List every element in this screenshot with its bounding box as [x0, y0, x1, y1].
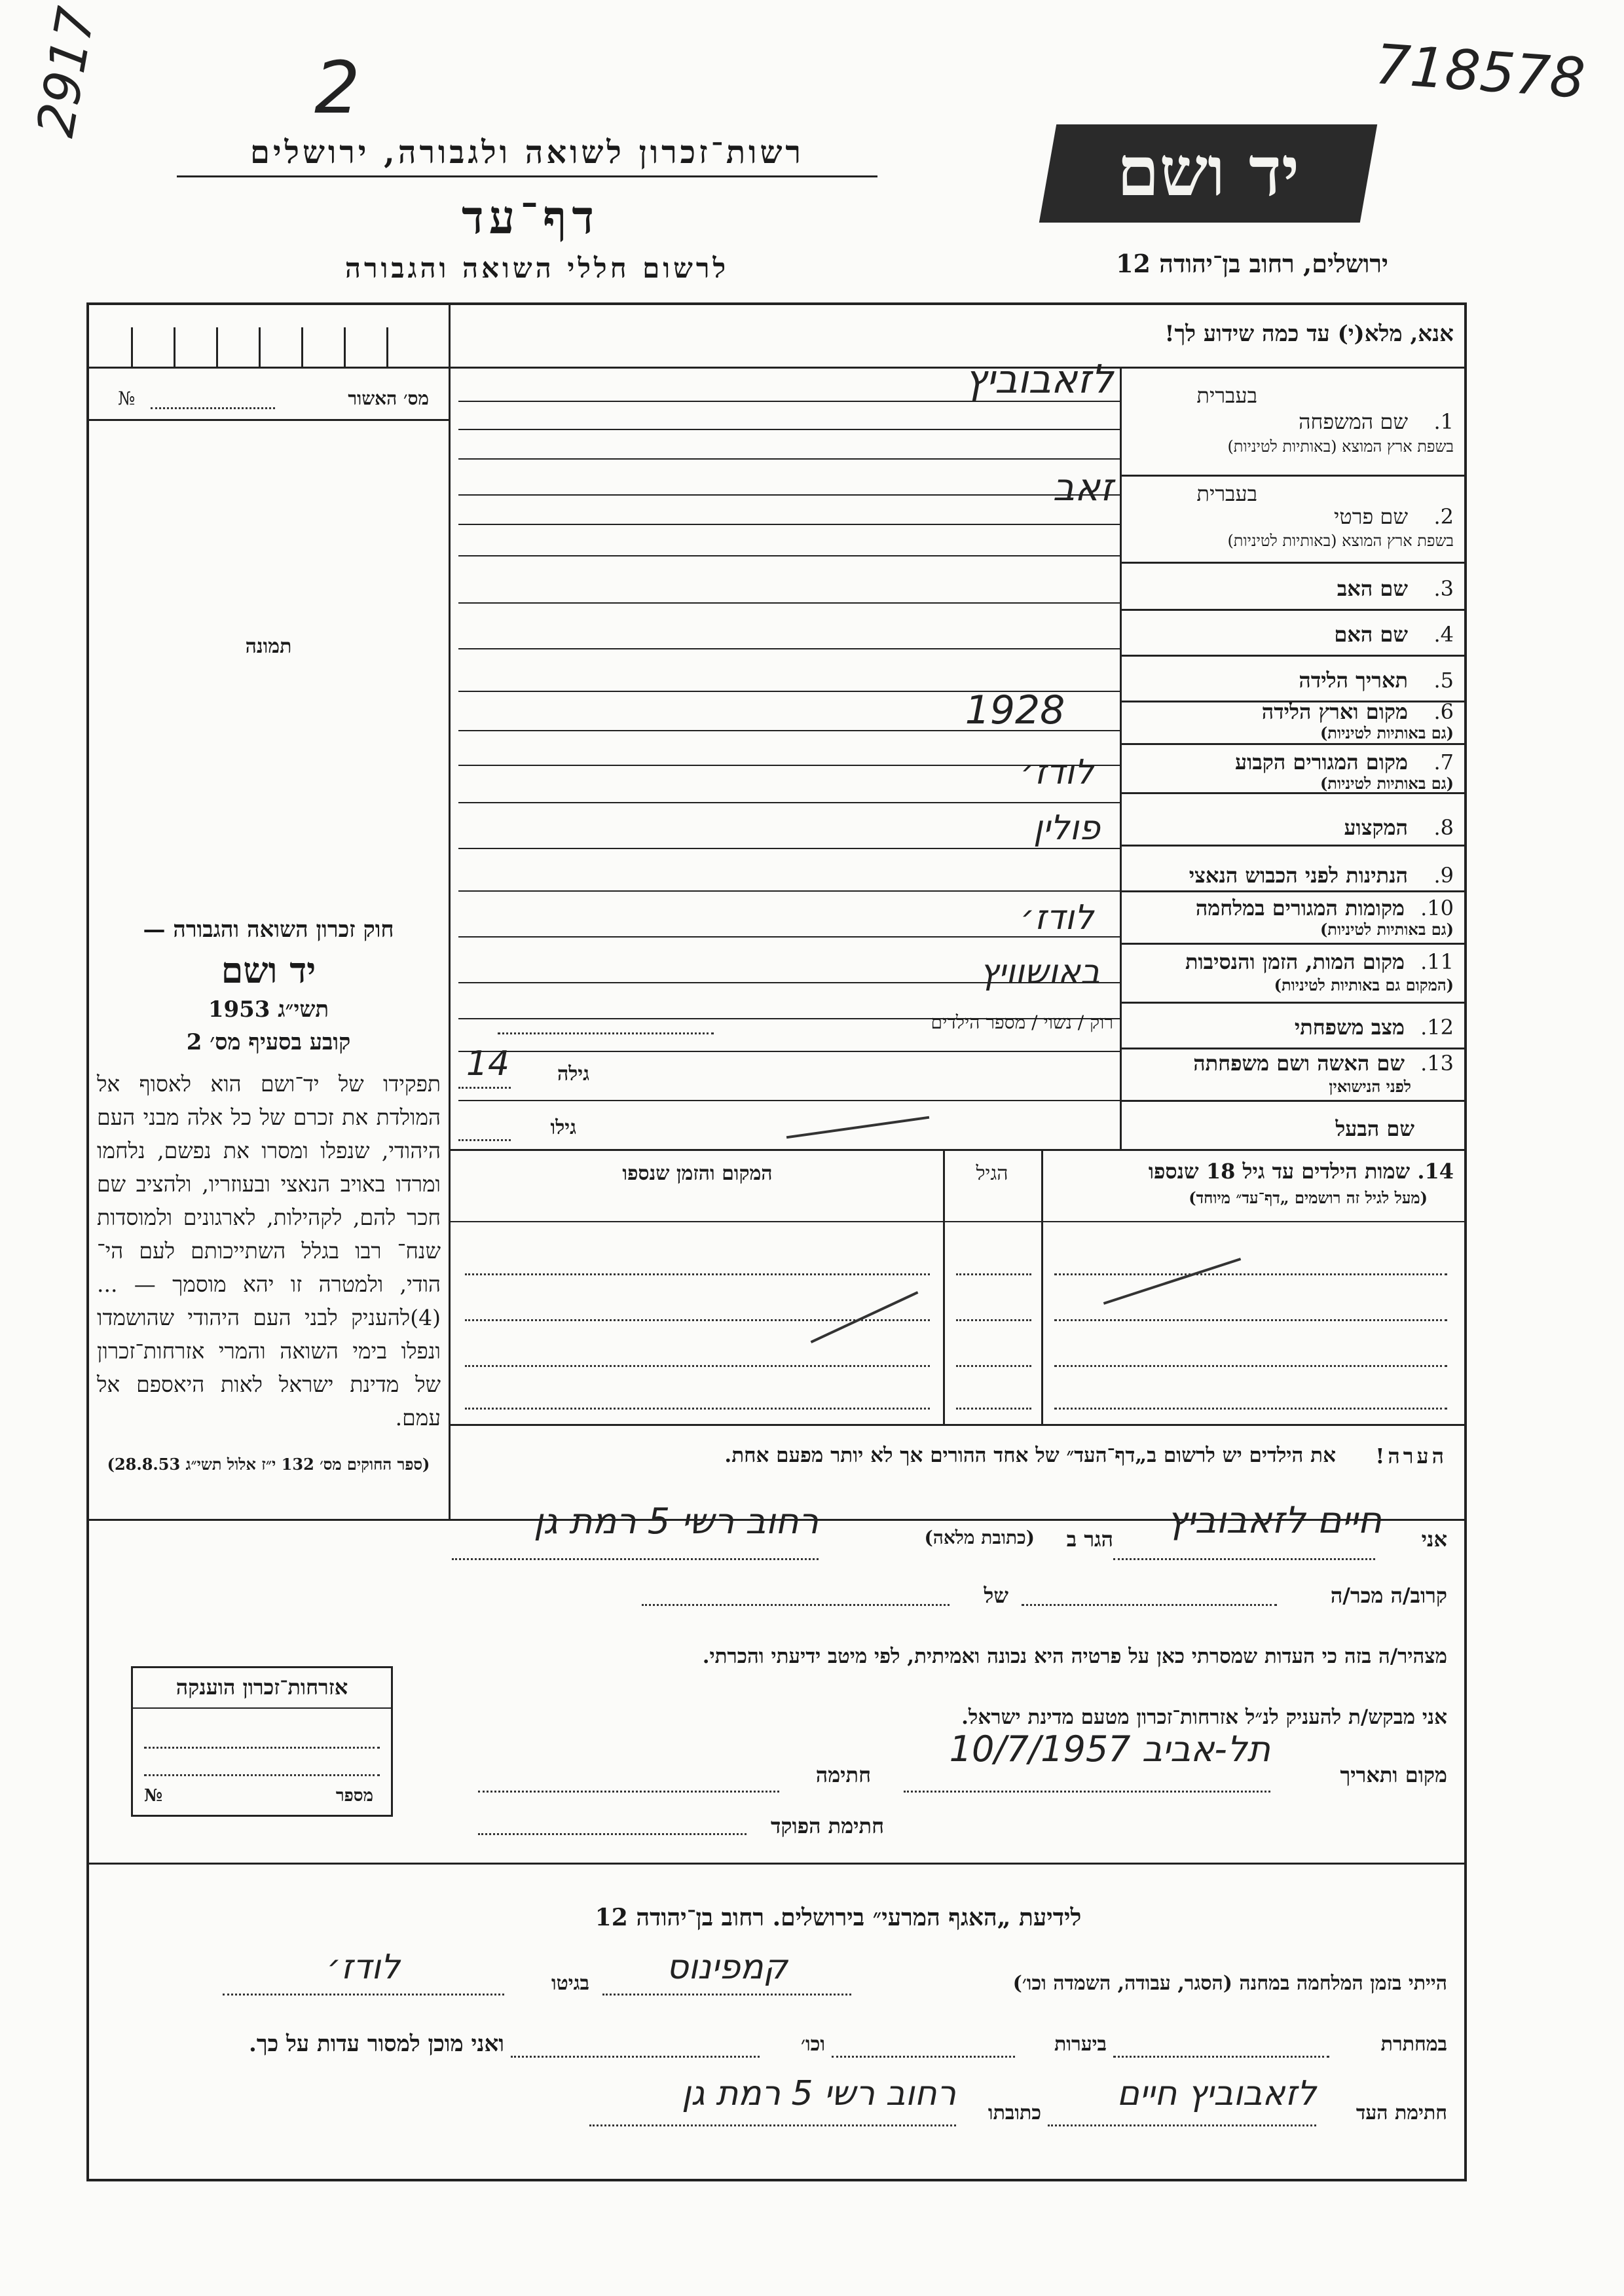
age-label: גילה [557, 1063, 589, 1085]
footer-heading: לידיעת „האגף המרעי״ בירושלים. רחוב בן־יהודה 12 [595, 1904, 1082, 1931]
field-10-num: 10. [1420, 896, 1454, 920]
witness-signature[interactable]: לזאבוביץ חיים [1116, 2074, 1316, 2113]
field-13-before-marriage: לפני הנישואין [1329, 1077, 1411, 1096]
declaration-text: מצהיר/ה בזה כי העדות שמסרתי כאן על פרטיה היא נכונה ואמיתית, לפי מיטב ידיעתי והכרתי. [702, 1645, 1447, 1668]
place-date-value[interactable]: תל-אביב 10/7/1957 [949, 1728, 1270, 1770]
field-5-label: תאריך הלידה [1299, 668, 1408, 693]
ghetto-value[interactable]: לודז׳ [327, 1948, 400, 1987]
children-title: 14. שמות הילדים עד גיל 18 שנספו [1148, 1159, 1454, 1184]
relative-label: קרוב/ה מכר/ה [1330, 1583, 1447, 1608]
camp-line-label: הייתי בזמן המלחמה במחנה (הסגר, עבודה, השמדה וכו׳) [1012, 1972, 1447, 1995]
margin-number-top: 718578 [1373, 31, 1587, 111]
field-3-num: 3. [1433, 576, 1454, 601]
field-6-latin-note: (גם באותיות לטיניות) [1320, 723, 1454, 742]
field-1-in-hebrew: בעברית [1196, 383, 1257, 408]
field-9-num: 9. [1433, 863, 1454, 888]
field-11-num: 11. [1420, 949, 1454, 974]
death-place-value[interactable]: באושוויץ [980, 953, 1100, 992]
field-2-num: 2. [1433, 504, 1454, 529]
field-12-num: 12. [1420, 1015, 1454, 1040]
ghetto-label: בגיטו [551, 1972, 589, 1995]
field-2-in-hebrew: בעברית [1196, 481, 1257, 506]
residence-value[interactable]: פולין [1033, 809, 1100, 848]
address-label: (כתובת מלאה) [924, 1527, 1035, 1548]
husband-name-label: שם הבעל [1335, 1116, 1414, 1141]
law-clause: קובע בסעיף מס׳ 2 [186, 1029, 351, 1055]
margin-number-left: 2917 [26, 3, 107, 141]
field-6-num: 6. [1433, 699, 1454, 724]
note-label: הערה! [1375, 1444, 1447, 1468]
law-source: (ספר החוקים מס׳ 132 י״ז אלול תשי״ג 28.8.53) [107, 1455, 430, 1474]
field-7-latin-note: (גם באותיות לטיניות) [1320, 774, 1454, 793]
family-status-options: רוק / נשוי / מספר הילדים [931, 1011, 1113, 1033]
ready-to-testify: ואני מוכן למסור עדות על כך. [249, 2031, 504, 2057]
field-4-label: שם האם [1334, 622, 1408, 647]
request-text: אני מבקש/ת להעניק לנ״ל אזרחות־זכרון מטעם מדינת ישראל. [961, 1705, 1447, 1729]
field-3-label: שם האב [1337, 576, 1408, 601]
field-2-latin-note: בשפת ארץ המוצא (באותיות לטיניות) [1227, 532, 1454, 550]
photo-label: תמונה [245, 635, 292, 658]
children-note: (מעל לגיל זה רושמים „דף־עד״ מיוחד) [1189, 1188, 1428, 1207]
field-5-num: 5. [1433, 668, 1454, 693]
field-11-label: מקום המות, הזמן והנסיבות [1185, 949, 1405, 974]
camp-value[interactable]: קמפינוס [666, 1948, 788, 1987]
first-name-value[interactable]: זאב [1052, 465, 1113, 509]
field-7-label: מקום המגורים הקבוע [1235, 750, 1408, 774]
place-date-label: מקום ותאריך [1340, 1762, 1447, 1787]
children-age-col: הגיל [976, 1162, 1008, 1185]
law-title: חוק זכרון השואה והגבורה — [143, 917, 394, 943]
field-1-latin-note: בשפת ארץ המוצא (באותיות לטיניות) [1227, 437, 1454, 456]
field-10-label: מקומות המגורים במלחמה [1195, 896, 1405, 920]
wartime-residence-value[interactable]: לודז׳ [1020, 898, 1094, 938]
witness-address-label: כתובתו [987, 2102, 1041, 2124]
field-1-num: 1. [1433, 409, 1454, 434]
citizenship-number-label: מספר [335, 1786, 373, 1806]
field-10-latin-note: (גם באותיות לטיניות) [1320, 920, 1454, 939]
of-label: של [984, 1583, 1008, 1608]
birth-place-value[interactable]: לודז׳ [1020, 753, 1094, 792]
signature-label: חתימה [815, 1762, 871, 1787]
officer-signature-label: חתימת הפוקד [771, 1813, 884, 1838]
forests-label: ביערות [1054, 2033, 1107, 2056]
age-value[interactable]: 14 [466, 1044, 510, 1084]
field-8-num: 8. [1433, 815, 1454, 840]
law-body: תפקידו של יד־ושם הוא לאסוף אל המולדת את זכרם של כל אלה מבני העם היהודי, שנפלו ומסרו את נפשם, נלחמו ומרדו באויב הנאצי ובעוזריו, ולהציב שם חכר להם, לקהילות, לארגונים ולמוסדות שנח־ רבו בגלל השתייכותם לעם הי־ הודי, ולמטרה זו יהא מוסמך — ...(4)להעניק לבני העם היהודי שהושמדו ונפלו בימי השואה והמרי אזרחות־זכרון של מדינת ישראל לאות היאספם אל עמם. [97, 1071, 441, 1430]
approval-no-sign: № [118, 388, 136, 409]
citizenship-box-title: אזרחות־זכרון הוענקה [175, 1675, 348, 1700]
husband-age-label: גילו [550, 1116, 576, 1139]
authority-name: רשות־זכרון לשואה ולגבורה, ירושלים [249, 134, 805, 171]
children-place-col: המקום והזמן שנספו [622, 1162, 773, 1185]
margin-mark-top: 2 [314, 46, 360, 130]
declarant-name[interactable]: חיים לזאבוביץ [1167, 1499, 1382, 1542]
field-6-label: מקום וארץ הלידה [1261, 699, 1408, 724]
note-text: את הילדים יש לרשום ב„דף־העד״ של אחד ההורים אך לא יותר מפעם אחת. [724, 1444, 1336, 1467]
field-11-latin-note: (המקום גם באותיות לטיניות) [1274, 975, 1454, 994]
underground-label: במחתרת [1380, 2033, 1447, 2056]
field-8-label: המקצוע [1344, 815, 1408, 840]
field-2-label: שם פרטי [1334, 504, 1408, 529]
page-title: דף־עד [461, 190, 599, 244]
declaration-i: אני [1421, 1527, 1447, 1552]
law-year: תשי״ג 1953 [208, 996, 329, 1023]
field-4-num: 4. [1433, 622, 1454, 647]
etc-label: וכו׳ [801, 2033, 825, 2056]
law-name: יד ושם [221, 949, 316, 991]
field-1-label: שם המשפחה [1299, 409, 1408, 434]
field-9-label: הנתינות לפני הכבוש הנאצי [1189, 863, 1408, 888]
witness-signature-label: חתימת העד [1356, 2102, 1447, 2124]
form-subtitle: לרשום חללי השואה והגבורה [344, 252, 729, 284]
address: ירושלים, רחוב בן־יהודה 12 [1116, 249, 1388, 278]
citizenship-number-sign: № [144, 1786, 163, 1806]
form-instruction: אנא, מלא(י) עד כמה שידוע לך! [1164, 321, 1454, 347]
logo-text: יד ושם [1116, 131, 1300, 211]
witness-address[interactable]: רחוב רשי 5 רמת גן [681, 2074, 956, 2113]
field-13-label: שם האשה ושם משפחתה [1193, 1051, 1405, 1076]
field-13-num: 13. [1420, 1051, 1454, 1076]
birth-date-value[interactable]: 1928 [965, 687, 1065, 733]
approval-no-label: מס׳ האשור [348, 388, 429, 409]
family-name-value[interactable]: לזאבוביץ [965, 357, 1113, 403]
field-12-label: מצב משפחתי [1294, 1015, 1405, 1040]
field-7-num: 7. [1433, 750, 1454, 774]
resides-label: הגר ב [1066, 1527, 1113, 1552]
declarant-address[interactable]: רחוב רשי 5 רמת גן [533, 1501, 819, 1542]
